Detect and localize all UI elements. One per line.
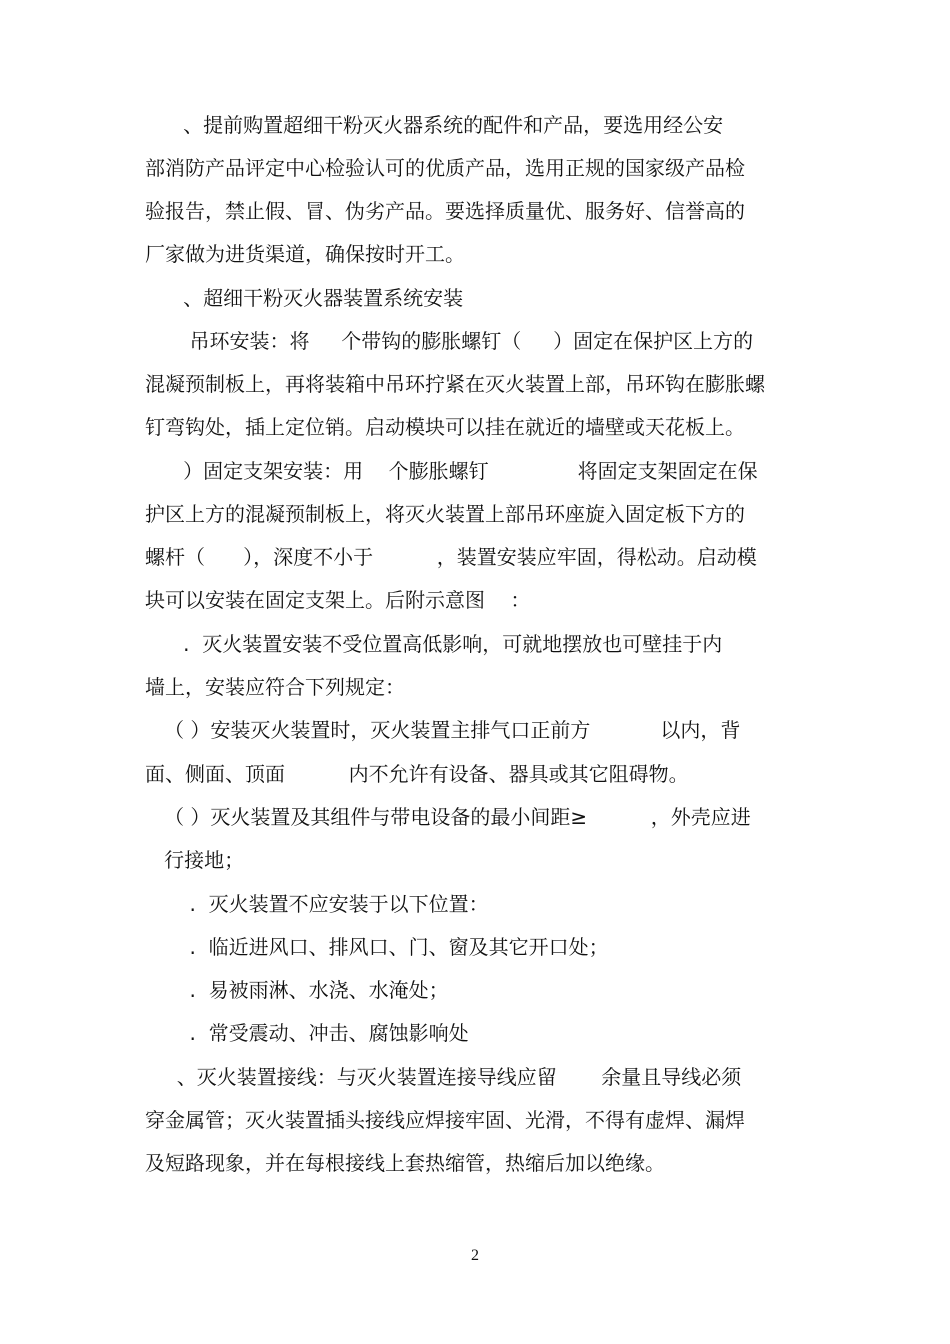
list-item: . 灭火装置不应安装于以下位置：: [145, 892, 489, 916]
text-line: 部消防产品评定中心检验认可的优质产品，选用正规的国家级产品检: [145, 156, 745, 180]
section-heading: 、超细干粉灭火器装置系统安装: [145, 286, 464, 310]
text-line: 护区上方的混凝预制板上，将灭火装置上部吊环座旋入固定板下方的: [145, 502, 745, 526]
list-item: . 常受震动、冲击、腐蚀影响处: [145, 1021, 469, 1045]
text-line: （ ）安装灭火装置时，灭火装置主排气口正前方 以内，背: [145, 718, 741, 742]
text-line: 钉弯钩处，插上定位销。启动模块可以挂在就近的墙壁或天花板上。: [145, 415, 745, 439]
text-line: 吊环安装：将 个带钩的膨胀螺钉（ ）固定在保护区上方的: [145, 329, 754, 353]
text-line: 墙上，安装应符合下列规定：: [145, 675, 405, 699]
text-line: 行接地；: [145, 848, 245, 872]
list-item: . 临近进风口、排风口、门、窗及其它开口处；: [145, 935, 609, 959]
text-line: 验报告，禁止假、冒、伪劣产品。要选择质量优、服务好、信誉高的: [145, 199, 745, 223]
text-line: . 灭火装置安装不受位置高低影响，可就地摆放也可壁挂于内: [145, 632, 723, 656]
text-line: 厂家做为进货渠道，确保按时开工。: [145, 242, 465, 266]
text-line: 面、侧面、顶面 内不允许有设备、器具或其它阻碍物。: [145, 762, 689, 786]
text-line: 螺杆（ ），深度不小于 ，装置安装应牢固，得松动。启动模: [145, 545, 757, 569]
text-line: 块可以安装在固定支架上。后附示意图 ：: [145, 588, 531, 612]
text-line: 混凝预制板上，再将装箱中吊环拧紧在灭火装置上部，吊环钩在膨胀螺: [145, 372, 765, 396]
text-line: 、提前购置超细干粉灭火器系统的配件和产品，要选用经公安: [145, 113, 724, 137]
text-line: 、灭火装置接线：与灭火装置连接导线应留 余量且导线必须: [145, 1065, 742, 1089]
page-number: 2: [471, 1247, 479, 1264]
text-line: （ ）灭火装置及其组件与带电设备的最小间距≥ ，外壳应进: [145, 805, 751, 829]
text-line: 穿金属管；灭火装置插头接线应焊接牢固、光滑，不得有虚焊、漏焊: [145, 1108, 745, 1132]
text-line: 及短路现象，并在每根接线上套热缩管，热缩后加以绝缘。: [145, 1151, 665, 1175]
list-item: . 易被雨淋、水浇、水淹处；: [145, 978, 449, 1002]
text-line: ）固定支架安装：用 个膨胀螺钉 将固定支架固定在保: [145, 459, 758, 483]
